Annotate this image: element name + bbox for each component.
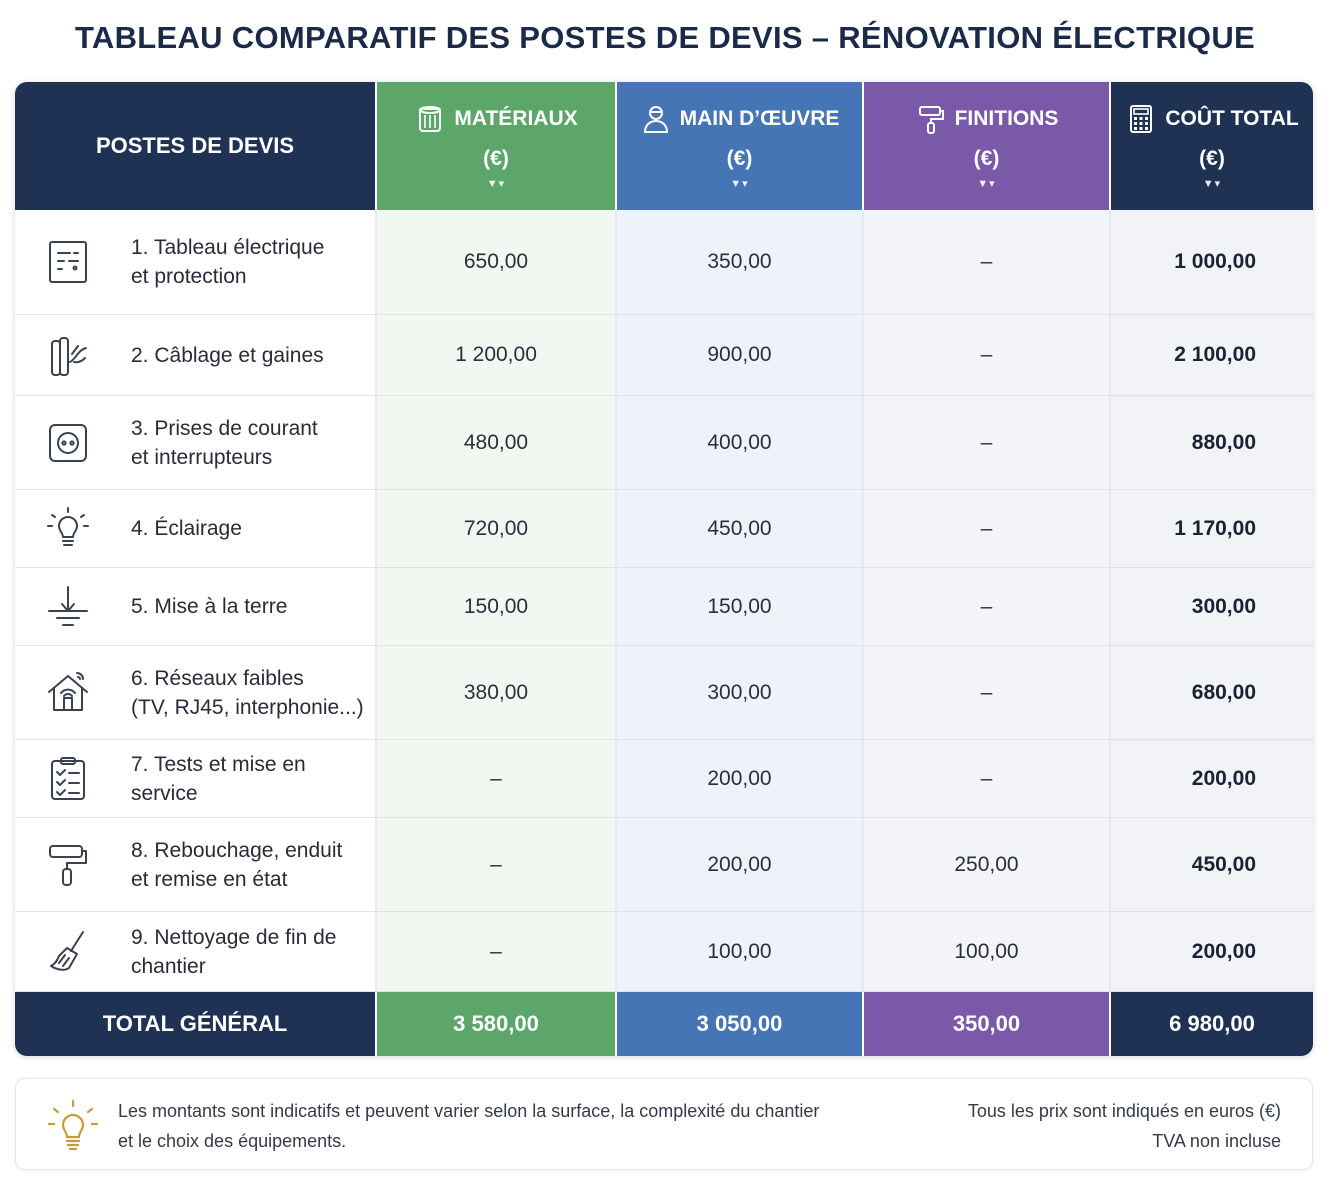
cell-finitions: –	[862, 490, 1109, 568]
row-label-cell	[15, 490, 375, 568]
header-label: FINITIONS	[954, 106, 1059, 130]
cell-main-oeuvre: 300,00	[615, 646, 862, 740]
row-label	[131, 836, 342, 894]
header-row	[15, 82, 1313, 210]
row-label	[131, 514, 242, 543]
cell-main-oeuvre: 400,00	[615, 396, 862, 490]
cell-finitions: –	[862, 210, 1109, 315]
table-row	[15, 490, 1313, 568]
total-row	[15, 992, 1313, 1056]
row-label-line: 1. Tableau électrique	[131, 236, 325, 259]
row-label-line: 4. Éclairage	[131, 517, 242, 540]
cell-finitions: –	[862, 315, 1109, 396]
header-column-2[interactable]	[615, 82, 862, 210]
row-label-cell	[15, 315, 375, 396]
row-label-line: et interrupteurs	[131, 445, 273, 469]
header-label-group	[640, 103, 840, 135]
row-label-line: 6. Réseaux faibles	[131, 666, 304, 690]
sort-icon[interactable]: ▼▾	[977, 177, 996, 190]
row-label-cell	[15, 568, 375, 646]
cell-total: 680,00	[1109, 646, 1313, 740]
cell-finitions: –	[862, 740, 1109, 818]
row-label-line: et remise en état	[131, 867, 288, 891]
total-main-oeuvre: 3 050,00	[615, 992, 862, 1056]
cell-main-oeuvre: 200,00	[615, 818, 862, 912]
cell-materiaux: 150,00	[375, 568, 615, 646]
ground-icon	[45, 584, 91, 630]
note-currency-info	[968, 1096, 1281, 1156]
calculator-icon	[1125, 103, 1157, 135]
cell-finitions: –	[862, 396, 1109, 490]
lightbulb-icon	[46, 1097, 100, 1153]
cell-finitions: 100,00	[862, 912, 1109, 992]
total-materiaux: 3 580,00	[375, 992, 615, 1056]
row-label	[131, 233, 324, 291]
cell-materiaux: 380,00	[375, 646, 615, 740]
table-row	[15, 210, 1313, 315]
total-finitions: 350,00	[862, 992, 1109, 1056]
cell-finitions: 250,00	[862, 818, 1109, 912]
header-postes: POSTES DE DEVIS	[15, 82, 375, 210]
note-line-1: Les montants sont indicatifs et peuvent varier selon la surface, la complexité du chantier	[118, 1101, 820, 1121]
note-text	[118, 1096, 819, 1156]
total-total: 6 980,00	[1109, 992, 1313, 1056]
table-row	[15, 912, 1313, 992]
total-label: TOTAL GÉNÉRAL	[15, 992, 375, 1056]
cell-materiaux: –	[375, 912, 615, 992]
cell-total: 2 100,00	[1109, 315, 1313, 396]
row-label	[131, 341, 324, 370]
note-right-line-2: TVA non incluse	[1152, 1131, 1281, 1151]
row-label-cell	[15, 740, 375, 818]
table-grid	[15, 82, 1313, 1056]
sort-icon[interactable]: ▼▾	[1202, 177, 1222, 190]
table-row	[15, 396, 1313, 490]
cell-total: 200,00	[1109, 740, 1313, 818]
header-label-group	[1125, 103, 1298, 135]
header-unit: (€)	[973, 146, 1000, 170]
row-label-cell	[15, 646, 375, 740]
cell-total: 300,00	[1109, 568, 1313, 646]
sort-icon[interactable]: ▼▾	[486, 177, 506, 190]
header-column-3[interactable]	[862, 82, 1109, 210]
cell-materiaux: –	[375, 740, 615, 818]
cell-total: 880,00	[1109, 396, 1313, 490]
page-title: TABLEAU COMPARATIF DES POSTES DE DEVIS – RÉNOVATION ÉLECTRIQUE	[74, 20, 1256, 55]
comparison-table	[15, 82, 1313, 1056]
cell-main-oeuvre: 150,00	[615, 568, 862, 646]
cell-materiaux: 480,00	[375, 396, 615, 490]
checklist-icon	[45, 756, 91, 802]
row-label-line: (TV, RJ45, interphonie...)	[131, 695, 364, 719]
header-unit: (€)	[726, 146, 753, 170]
cell-materiaux: 1 200,00	[375, 315, 615, 396]
header-unit: (€)	[1199, 146, 1225, 170]
note-right-line-1: Tous les prix sont indiqués en euros (€)	[967, 1101, 1281, 1121]
row-label-cell	[15, 912, 375, 992]
paint-roller-icon	[45, 842, 91, 888]
header-label: COÛT TOTAL	[1165, 106, 1299, 130]
header-label-group	[414, 103, 577, 135]
row-label-line: et protection	[131, 265, 247, 288]
row-label	[131, 750, 375, 808]
header-label: MATÉRIAUX	[454, 106, 578, 130]
row-label-cell	[15, 818, 375, 912]
worker-icon	[640, 103, 672, 135]
table-row	[15, 315, 1313, 396]
header-column-1[interactable]	[375, 82, 615, 210]
broom-icon	[45, 929, 91, 975]
cell-finitions: –	[862, 646, 1109, 740]
cell-main-oeuvre: 200,00	[615, 740, 862, 818]
home-network-icon	[45, 670, 91, 716]
row-label-line: 2. Câblage et gaines	[131, 343, 324, 367]
lightbulb-icon	[45, 506, 91, 552]
info-note	[15, 1078, 1313, 1170]
cell-total: 1 000,00	[1109, 210, 1313, 315]
cell-materiaux: 720,00	[375, 490, 615, 568]
socket-icon	[45, 420, 91, 466]
row-label-line: 3. Prises de courant	[131, 416, 318, 440]
paint-roller-icon	[915, 103, 947, 135]
row-label-line: 9. Nettoyage de fin de chantier	[131, 925, 337, 978]
row-label-line: 7. Tests et mise en service	[131, 752, 306, 805]
cell-main-oeuvre: 900,00	[615, 315, 862, 396]
row-label	[131, 592, 287, 621]
cell-total: 450,00	[1109, 818, 1313, 912]
table-row	[15, 818, 1313, 912]
row-label	[131, 664, 364, 722]
table-row	[15, 568, 1313, 646]
cell-finitions: –	[862, 568, 1109, 646]
cables-icon	[45, 332, 91, 378]
header-label: MAIN D’ŒUVRE	[679, 106, 840, 130]
header-label-group	[915, 103, 1059, 135]
cell-materiaux: –	[375, 818, 615, 912]
table-row	[15, 740, 1313, 818]
table-row	[15, 646, 1313, 740]
row-label-line: 5. Mise à la terre	[131, 595, 288, 618]
sort-icon[interactable]: ▼▾	[730, 177, 749, 190]
electrical-panel-icon	[45, 239, 91, 285]
cell-main-oeuvre: 350,00	[615, 210, 862, 315]
header-column-4[interactable]	[1109, 82, 1313, 210]
row-label-cell	[15, 396, 375, 490]
row-label	[131, 923, 375, 981]
cell-materiaux: 650,00	[375, 210, 615, 315]
row-label	[131, 414, 318, 472]
row-label-cell	[15, 210, 375, 315]
header-unit: (€)	[483, 146, 509, 170]
cell-total: 200,00	[1109, 912, 1313, 992]
materials-icon	[414, 103, 446, 135]
note-line-2: et le choix des équipements.	[118, 1131, 347, 1151]
cell-total: 1 170,00	[1109, 490, 1313, 568]
cell-main-oeuvre: 450,00	[615, 490, 862, 568]
row-label-line: 8. Rebouchage, enduit	[131, 838, 343, 862]
cell-main-oeuvre: 100,00	[615, 912, 862, 992]
